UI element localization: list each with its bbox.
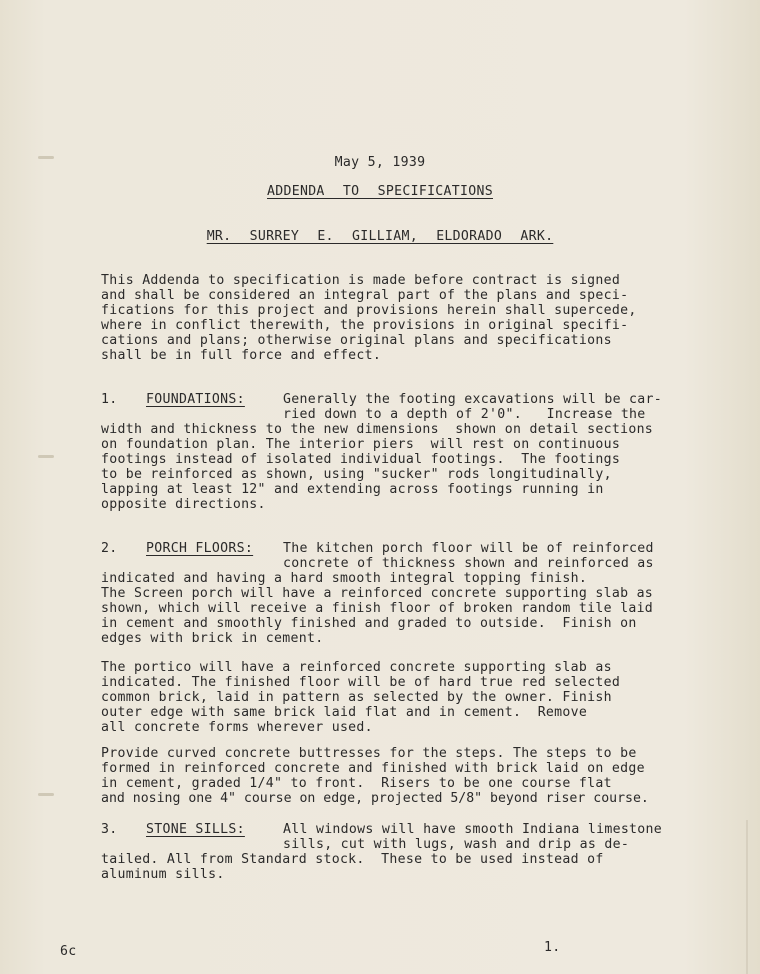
- section-number: 3.: [101, 822, 118, 837]
- text-line: Generally the footing excavations will be car-: [283, 392, 663, 407]
- footer-code: 6c: [60, 944, 77, 959]
- text-line: indicated. The finished floor will be of hard true red selected: [101, 675, 621, 690]
- text-line: ried down to a depth of 2'0". Increase the: [283, 407, 646, 422]
- punch-mark: [38, 793, 54, 796]
- text-line: width and thickness to the new dimensions shown on detail sections: [101, 422, 654, 437]
- text-line: formed in reinforced concrete and finished with brick laid on edge: [101, 761, 645, 776]
- text-line: and nosing one 4" course on edge, projected 5/8" beyond riser course.: [101, 791, 649, 806]
- section-heading: STONE SILLS:: [146, 822, 245, 837]
- text-line: shall be in full force and effect.: [101, 348, 382, 363]
- text-line: where in conflict therewith, the provisions in original specifi-: [101, 318, 629, 333]
- document-date: May 5, 1939: [334, 155, 426, 170]
- text-line: indicated and having a hard smooth integral topping finish.: [101, 571, 588, 586]
- punch-mark: [38, 455, 54, 458]
- section-heading: FOUNDATIONS:: [146, 392, 245, 407]
- text-line: footings instead of isolated individual footings. The footings: [101, 452, 621, 467]
- text-line: edges with brick in cement.: [101, 631, 324, 646]
- text-line: outer edge with same brick laid flat and in cement. Remove: [101, 705, 588, 720]
- text-line: shown, which will receive a finish floor of broken random tile laid: [101, 601, 654, 616]
- text-line: sills, cut with lugs, wash and drip as de-: [283, 837, 630, 852]
- section-heading: PORCH FLOORS:: [146, 541, 254, 556]
- text-line: cations and plans; otherwise original plans and specifications: [101, 333, 612, 348]
- page-number: 1.: [544, 940, 561, 955]
- text-line: to be reinforced as shown, using "sucker" rods longitudinally,: [101, 467, 612, 482]
- text-line: and shall be considered an integral part of the plans and speci-: [101, 288, 629, 303]
- text-line: The Screen porch will have a reinforced concrete supporting slab as: [101, 586, 654, 601]
- text-line: All windows will have smooth Indiana limestone: [283, 822, 663, 837]
- section-number: 2.: [101, 541, 118, 556]
- text-line: opposite directions.: [101, 497, 266, 512]
- client-line: MR. SURREY E. GILLIAM, ELDORADO ARK.: [206, 229, 554, 244]
- text-line: in cement and smoothly finished and graded to outside. Finish on: [101, 616, 637, 631]
- text-line: The kitchen porch floor will be of reinforced: [283, 541, 654, 556]
- text-line: This Addenda to specification is made before contract is signed: [101, 273, 621, 288]
- text-line: aluminum sills.: [101, 867, 225, 882]
- section-number: 1.: [101, 392, 118, 407]
- text-line: Provide curved concrete buttresses for the steps. The steps to be: [101, 746, 637, 761]
- text-line: in cement, graded 1/4" to front. Risers to be one course flat: [101, 776, 612, 791]
- text-line: lapping at least 12" and extending across footings running in: [101, 482, 604, 497]
- text-line: tailed. All from Standard stock. These to be used instead of: [101, 852, 604, 867]
- text-line: on foundation plan. The interior piers will rest on continuous: [101, 437, 621, 452]
- text-line: all concrete forms wherever used.: [101, 720, 373, 735]
- paper-fold: [746, 820, 748, 974]
- text-line: fications for this project and provisions herein shall supercede,: [101, 303, 637, 318]
- text-line: The portico will have a reinforced concrete supporting slab as: [101, 660, 612, 675]
- text-line: concrete of thickness shown and reinforced as: [283, 556, 654, 571]
- document-title: ADDENDA TO SPECIFICATIONS: [267, 184, 493, 199]
- text-line: common brick, laid in pattern as selected by the owner. Finish: [101, 690, 612, 705]
